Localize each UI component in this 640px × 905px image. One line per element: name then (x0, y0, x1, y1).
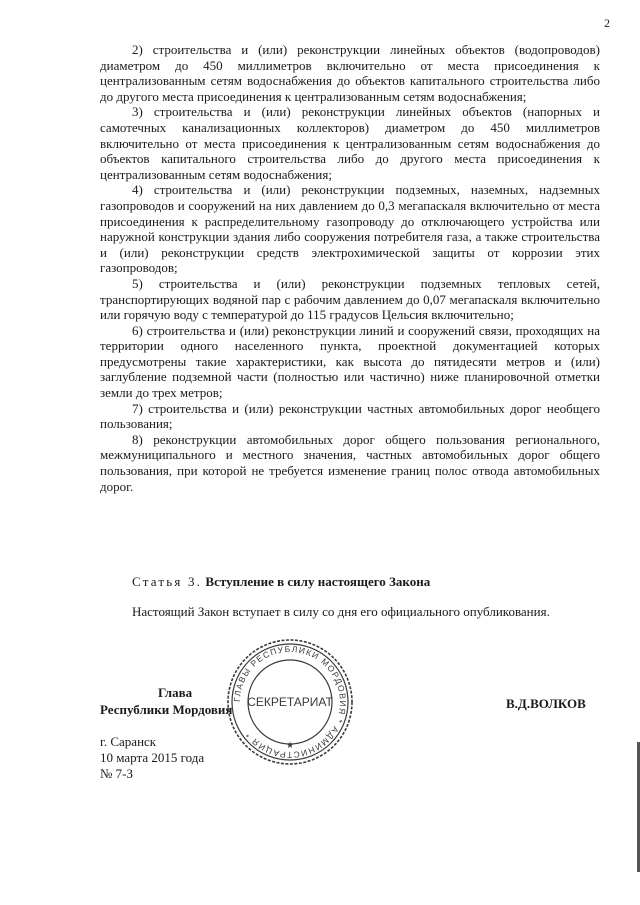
paragraph-item-2: 2) строительства и (или) реконструкции линейных объектов (водопроводов) диаметром до 450 миллиметров включительно от места присоединения к централизованным сетям водоснабжения до объектов капитального строительства либо до другого места присоединения к централизованным сетям водоснабжения; (100, 42, 600, 104)
document-meta (100, 734, 204, 782)
document-city: г. Саранск (100, 734, 157, 749)
paragraph-item-8: 8) реконструкции автомобильных дорог общего пользования регионального, межмуниципального и местного значения, частных автомобильных дорог общего пользования, при которой не требуется изменение границ полос отвода автомобильных дорог. (100, 431, 600, 494)
document-number: № 7-З (100, 766, 133, 781)
paragraph-item-7: 7) строительства и (или) реконструкции частных автомобильных дорог необщего пользования; (100, 400, 600, 432)
article-title: Вступление в силу настоящего Закона (205, 574, 431, 589)
seal-star-icon: ★ (285, 740, 295, 750)
article-label: Статья 3. (132, 574, 203, 589)
signer-title (100, 684, 232, 718)
article-heading (132, 574, 602, 590)
law-body (100, 42, 600, 494)
official-seal (224, 636, 356, 768)
page-number: 2 (604, 16, 610, 30)
paragraph-item-5: 5) строительства и (или) реконструкции подземных тепловых сетей, транспортирующих водяной пар с рабочим давлением до 0,07 мегапаскаля включительно или горячую воду с температурой до 115 градусов Цельсия включительно; (100, 275, 600, 323)
seal-center-text: СЕКРЕТАРИАТ (247, 695, 333, 709)
paragraph-item-3: 3) строительства и (или) реконструкции линейных объектов (напорных и самотечных канализационных коллекторов) диаметром до 450 миллиметров включительно от места присоединения к централизованным сетям водоснабжения до объектов капитального строительства либо до другого места присоединения к централизованным сетям водоснабжения; (100, 104, 600, 182)
seal-graphic (224, 636, 356, 768)
signer-title-line1: Глава (158, 685, 193, 700)
paragraph-item-4: 4) строительства и (или) реконструкции подземных, наземных, надземных газопроводов и сооружений на них давлением до 0,3 мегапаскаля включительно от места присоединения к распределительному газопроводу до отключающего устройства или наружной конструкции здания либо сооружения потребителя газа, а также строительства и (или) реконструкции средств электрохимической защиты от коррозии этих газопроводов; (100, 182, 600, 276)
document-date: 10 марта 2015 года (100, 750, 205, 765)
paragraph-item-6: 6) строительства и (или) реконструкции линий и сооружений связи, проходящих на территории одного населенного пункта, проектной документацией которых предусмотрены такие характеристики, как высота до пятидесяти метров и (или) заглубление подземной части (полностью или частично) ниже планировочной отметки земли до трех метров; (100, 322, 600, 401)
final-paragraph: Настоящий Закон вступает в силу со дня его официального опубликования. (132, 604, 550, 619)
seal-ring-text: ГЛАВЫ РЕСПУБЛИКИ МОРДОВИЯ * АДМИНИСТРАЦИЯ * (231, 643, 349, 761)
signer-title-line2: Республики Мордовия (100, 702, 233, 717)
signer-name: В.Д.ВОЛКОВ (506, 696, 586, 711)
